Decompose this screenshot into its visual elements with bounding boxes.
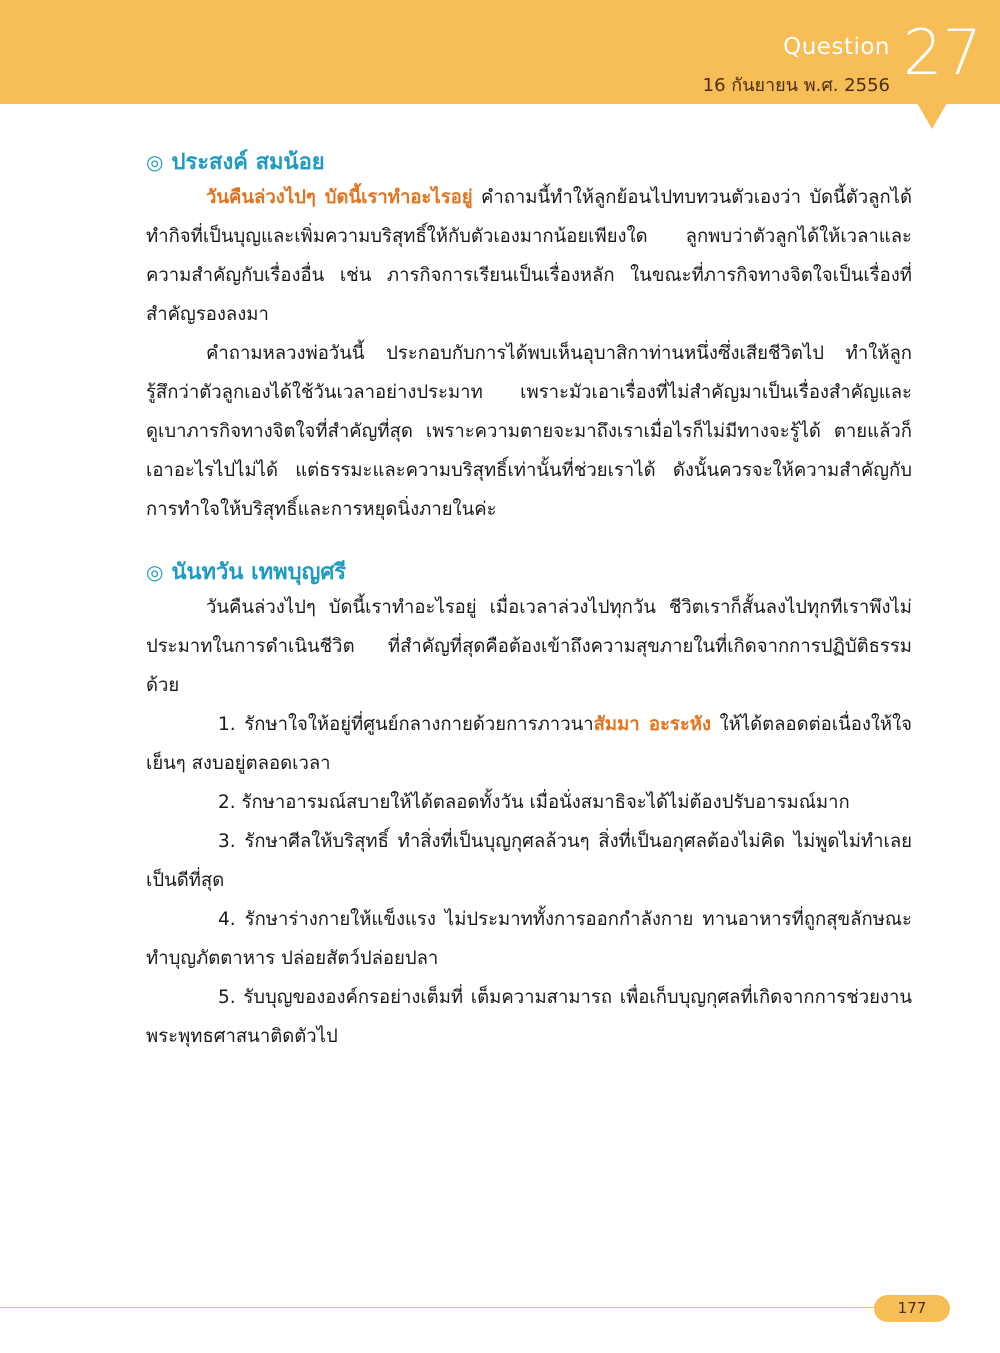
list-item: [146, 705, 912, 783]
list-item-text: 4. รักษาร่างกายให้แข็งแรง ไม่ประมาททั้งการออกกำลังกาย ทานอาหารที่ถูกสุขลักษณะ ทำบุญภัตตาหาร ปล่อยสัตว์ปล่อยปลา: [146, 909, 912, 969]
page-number: 177: [874, 1295, 950, 1322]
list-item-text: ให้ได้ตลอดต่อเนื่องให้ใจเย็นๆ สงบอยู่ตลอดเวลา: [146, 714, 912, 774]
list-item: [146, 783, 912, 822]
section-heading-2: [146, 554, 346, 589]
paragraph-text: คำถามหลวงพ่อวันนี้ ประกอบกับการได้พบเห็นอุบาสิกาท่านหนึ่งซึ่งเสียชีวิตไป ทำให้ลูกรู้สึกว่าตัวลูกเองได้ใช้วันเวลาอย่างประมาท เพราะมัวเอาเรื่องที่ไม่สำคัญมาเป็นเรื่องสำคัญและดูเบาภารกิจทางจิตใจที่สำคัญที่สุด เพราะความตายจะมาถึงเราเมื่อไรก็ไม่มีทางจะรู้ได้ ตายแล้วก็เอาอะไรไปไม่ได้ แต่ธรรมะและความบริสุทธิ์เท่านั้นที่ช่วยเราได้ ดังนั้นควรจะให้ความสำคัญกับการทำใจให้บริสุทธิ์และการหยุดนิ่งภายในค่ะ: [146, 343, 912, 520]
question-label: Question: [783, 34, 890, 60]
highlight-text: สัมมา อะระหัง: [593, 714, 712, 735]
list-item-text: 3. รักษาศีลให้บริสุทธิ์ ทำสิ่งที่เป็นบุญกุศลล้วนๆ สิ่งที่เป็นอกุศลต้องไม่คิด ไม่พูดไม่ทำเลยเป็นดีที่สุด: [146, 831, 912, 891]
list-item-text: 1. รักษาใจให้อยู่ที่ศูนย์กลางกายด้วยการภาวนา: [218, 714, 594, 735]
header-pointer: [917, 103, 947, 129]
list-item: [146, 978, 912, 1056]
question-date: 16 กันยายน พ.ศ. 2556: [702, 75, 890, 96]
bullet-icon: ◎: [146, 150, 164, 174]
highlight-text: วันคืนล่วงไปๆ บัดนี้เราทำอะไรอยู่: [206, 187, 473, 208]
paragraph-intro: [146, 588, 912, 705]
bullet-icon: ◎: [146, 560, 164, 584]
paragraph-text: คำถามนี้ทำให้ลูกย้อนไปทบทวนตัวเองว่า บัดนี้ตัวลูกได้ทำกิจที่เป็นบุญและเพิ่มความบริสุทธิ์ให้กับตัวเองมากน้อยเพียงใด ลูกพบว่าตัวลูกได้ให้เวลาและความสำคัญกับเรื่องอื่น เช่น ภารกิจการเรียนเป็นเรื่องหลัก ในขณะที่ภารกิจทางจิตใจเป็นเรื่องที่สำคัญรองลงมา: [146, 187, 912, 325]
list-item-text: 5. รับบุญขององค์กรอย่างเต็มที่ เต็มความสามารถ เพื่อเก็บบุญกุศลที่เกิดจากการช่วยงานพระพุทธศาสนาติดตัวไป: [146, 987, 912, 1047]
paragraph-1: [146, 178, 912, 334]
list-item: [146, 900, 912, 978]
paragraph-text: วันคืนล่วงไปๆ บัดนี้เราทำอะไรอยู่ เมื่อเวลาล่วงไปทุกวัน ชีวิตเราก็สั้นลงไปทุกทีเราพึงไม่ประมาทในการดำเนินชีวิต ที่สำคัญที่สุดคือต้องเข้าถึงความสุขภายในที่เกิดจากการปฏิบัติธรรมด้วย: [146, 597, 912, 696]
paragraph-2: [146, 334, 912, 529]
list-item: [146, 822, 912, 900]
list-item-text: 2. รักษาอารมณ์สบายให้ได้ตลอดทั้งวัน เมื่อนั่งสมาธิจะได้ไม่ต้องปรับอารมณ์มาก: [218, 792, 850, 813]
section-name: ประสงค์ สมน้อย: [171, 150, 325, 175]
section-heading-1: [146, 144, 325, 179]
footer-rule: [0, 1307, 885, 1308]
question-number: 27: [903, 16, 982, 89]
section-name: นันทวัน เทพบุญศรี: [171, 560, 347, 585]
